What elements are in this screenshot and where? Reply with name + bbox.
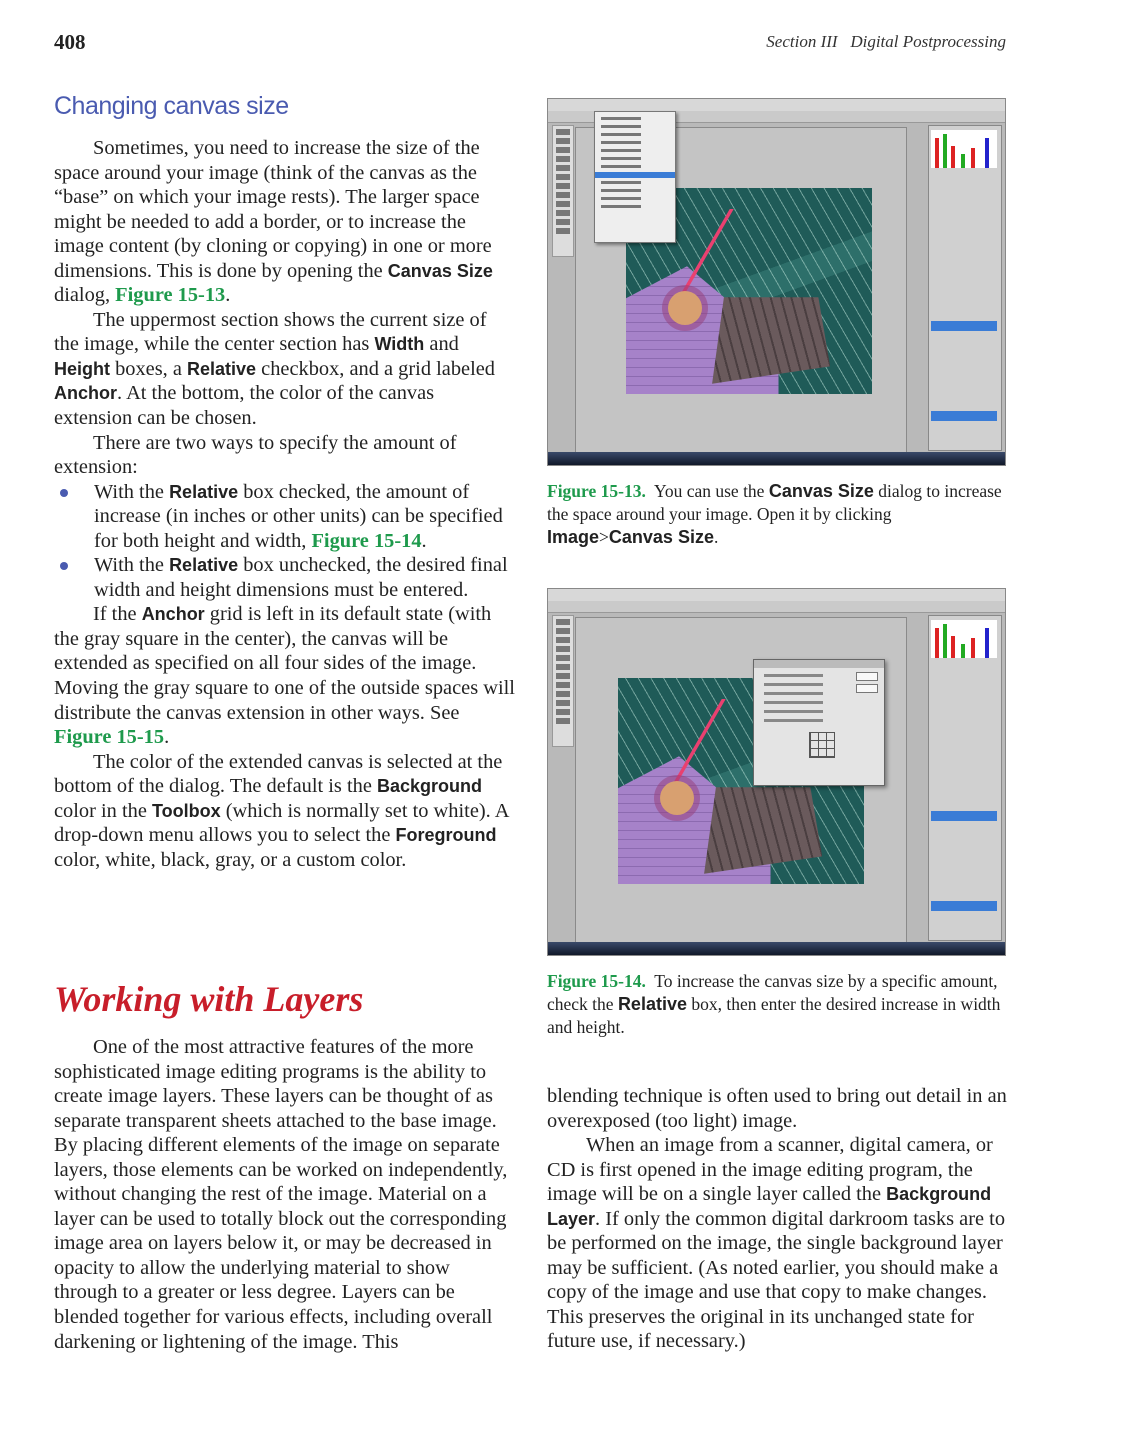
panels: [928, 615, 1002, 941]
text-run: >: [599, 526, 609, 547]
figure-15-13-screenshot: [547, 98, 1006, 466]
text-run: box, then enter the desired increase in width and height.: [547, 993, 1005, 1037]
figure-reference: Figure 15-14.: [547, 971, 646, 991]
text-run: dialog to increase the space around your image. Open it by clicking: [547, 481, 1007, 524]
bullet-icon: [60, 489, 68, 497]
paragraph: [54, 602, 521, 749]
image-menu: [594, 111, 676, 243]
text-run: When an image from a scanner, digital camera, or CD is first opened in the image editing program, the image will be on a single layer called the: [547, 1134, 998, 1206]
options-bar: [548, 601, 1005, 613]
text-run: color, white, black, gray, or a custom color.: [54, 824, 502, 871]
figure-15-14-caption: [547, 970, 1007, 1038]
paragraph: [54, 136, 516, 308]
ui-term: Background: [376, 776, 482, 797]
list-item-text: [94, 481, 508, 552]
ui-term: Canvas Size: [768, 481, 874, 501]
running-head: Section III Digital Postprocessing: [766, 32, 1006, 51]
figure-reference: Figure 15-15: [54, 726, 165, 749]
list-item: [54, 553, 516, 602]
paragraph: [54, 431, 516, 480]
section-heading: Working with Layers: [54, 979, 364, 1019]
paragraph: [54, 1035, 516, 1354]
text-run: .: [225, 284, 231, 307]
text-run: .: [713, 526, 719, 547]
ui-term: Background Layer: [547, 1184, 997, 1229]
text-run: box checked, the amount of increase (in inches or other units) can be specified for both height and width,: [94, 480, 508, 552]
text-run: If the: [93, 603, 142, 626]
list-item-text: [94, 554, 513, 601]
text-run: There are two ways to specify the amount of extension:: [54, 431, 462, 479]
text-run: blending technique is often used to bring out detail in an overexposed (too light) image.: [547, 1085, 1012, 1132]
ui-term: Relative: [187, 358, 257, 379]
panels: [928, 125, 1002, 451]
toolbox: [552, 615, 574, 747]
text-run: and: [424, 333, 464, 356]
ui-term: Canvas Size: [608, 526, 714, 547]
figure-reference: Figure 15-13.: [547, 481, 646, 501]
list-item: [54, 480, 516, 554]
ui-term: Relative: [617, 993, 687, 1014]
text-run: .: [164, 726, 170, 749]
figure-15-13-caption: [547, 480, 1007, 548]
page-number: 408: [54, 30, 86, 54]
paragraph: [54, 750, 516, 873]
ui-term: Toolbox: [151, 800, 221, 821]
ui-term: Anchor: [141, 604, 205, 625]
anchor-grid: [809, 732, 835, 758]
text-run: . At the bottom, the color of the canvas extension can be chosen.: [54, 382, 440, 430]
right-column: [547, 1084, 1012, 1354]
ui-term: Image: [547, 526, 600, 547]
text-run: checkbox, and a grid labeled: [256, 357, 501, 380]
ui-term: Canvas Size: [387, 260, 493, 281]
text-run: .: [421, 529, 427, 552]
ui-term: Anchor: [54, 383, 117, 404]
text-run: grid is left in its default state (with the gray square in the center), the canvas will be extended as specified on all four sides of the image. Moving the gray square to one of the outside spaces will distribute the canvas extension in other ways. See: [54, 603, 521, 724]
canvas-size-dialog: [753, 659, 885, 786]
text-run: The color of the extended canvas is selected at the bottom of the dialog. The default is the: [54, 750, 508, 798]
paragraph: [547, 1133, 1009, 1354]
figure-reference: Figure 15-13: [115, 284, 226, 307]
text-run: You can use the: [645, 481, 769, 501]
text-run: (which is normally set to white). A drop-down menu allows you to select the: [54, 799, 514, 847]
paragraph: [54, 308, 516, 431]
text-run: boxes, a: [110, 357, 188, 380]
figure-reference: Figure 15-14: [311, 529, 422, 552]
taskbar: [548, 452, 1005, 465]
layers-column: [54, 1035, 516, 1354]
histogram: [931, 620, 997, 658]
text-run: dialog,: [54, 259, 498, 307]
text-run: To increase the canvas size by a specific amount, check the: [547, 971, 1002, 1014]
ui-term: Relative: [169, 555, 239, 576]
text-run: . If only the common digital darkroom tasks are to be performed on the image, the single background layer may be sufficient. (As noted earlier, you should make a copy of the image and use that copy to make changes. This preserves the original in its unchanged state for future use, if necessary.): [547, 1207, 1011, 1353]
figure-15-14-screenshot: [547, 588, 1006, 956]
bullet-list: [54, 480, 516, 603]
text-run: With the: [94, 480, 170, 503]
text-run: Sometimes, you need to increase the size of the space around your image (think of the canvas as the “base” on which your image rests). The larger space might be needed to add a border, or to increase the image content (by cloning or copying) in one or more dimensions. This is done by opening the: [54, 137, 497, 282]
text-run: color in the: [54, 775, 488, 822]
ui-term: Foreground: [395, 825, 497, 846]
paragraph: [547, 1084, 1012, 1133]
text-run: box unchecked, the desired final width and height dimensions must be entered.: [94, 554, 513, 601]
ui-term: Width: [374, 334, 425, 355]
histogram: [931, 130, 997, 168]
bullet-icon: [60, 562, 68, 570]
text-run: One of the most attractive features of the more sophisticated image editing programs is the ability to create image layers. These layers can be thought of as separate transparent sheets attached to the base image. By placing different elements of the image on separate layers, those elements can be worked on independently, without changing the rest of the image. Material on a layer can be used to totally block out the corresponding image area on layers below it, or may be decreased in opacity to allow the underlying material to show through to a greater or less degree. Layers can be blended together for various effects, including overall darkening or lightening of the image. This: [54, 1036, 513, 1353]
text-run: With the: [94, 554, 170, 577]
left-column: [54, 136, 521, 872]
text-run: The uppermost section shows the current size of the image, while the center section has: [54, 308, 492, 356]
ui-term: Relative: [169, 481, 239, 502]
toolbox: [552, 125, 574, 257]
taskbar: [548, 942, 1005, 955]
subheading: Changing canvas size: [54, 92, 289, 120]
ui-term: Height: [54, 358, 110, 379]
